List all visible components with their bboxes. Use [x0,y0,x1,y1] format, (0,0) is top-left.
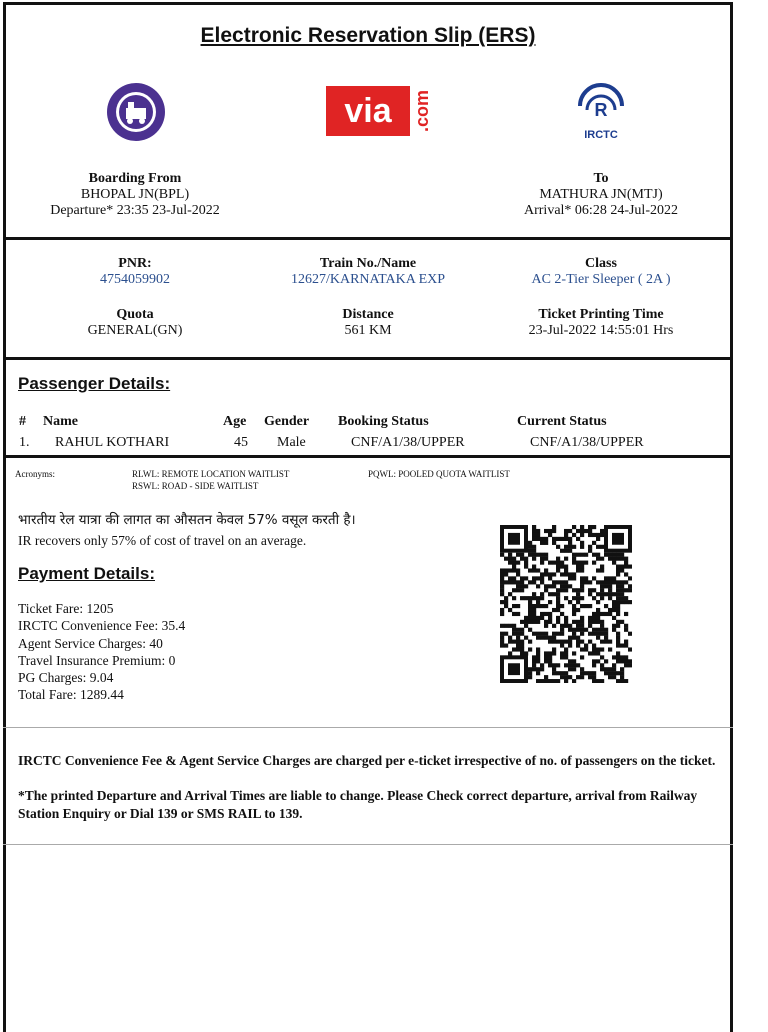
recovery-english: IR recovers only 57% of cost of travel on an average. [18,533,307,548]
boarding-label: Boarding From [88,171,182,186]
pg-charges: PG Charges: 9.04 [18,670,114,686]
svg-text:R: R [594,100,608,120]
print-time-block [486,307,716,339]
col-age: Age [223,414,247,429]
page-title: Electronic Reservation Slip (ERS) [200,24,536,47]
departure-time: Departure* 23:35 23-Jul-2022 [50,203,220,218]
timing-note: *The printed Departure and Arrival Times are liable to change. Please Check correct departure, arrival from Railway Station Enquiry or Dial 139 or SMS RAIL to 139. [18,788,698,821]
recovery-hindi: भारतीय रेल यात्रा की लागत का औसतन केवल 57% वसूल करती है। [18,512,356,528]
train-value: 12627/KARNATAKA EXP [290,272,446,287]
quota-value: GENERAL(GN) [87,323,183,338]
passenger-current-status: CNF/A1/38/UPPER [530,435,644,450]
pnr-value: 4754059902 [100,272,170,287]
passenger-booking-status: CNF/A1/38/UPPER [351,435,465,450]
distance-value: 561 KM [344,323,392,338]
quota-label: Quota [116,307,154,322]
passenger-heading: Passenger Details: [18,374,171,393]
class-label: Class [585,256,617,271]
col-gender: Gender [264,414,310,429]
irctc-logo-text: IRCTC [584,129,618,141]
col-booking-status: Booking Status [338,414,429,429]
distance-block [258,307,478,339]
arrival-time: Arrival* 06:28 24-Jul-2022 [524,203,678,218]
total-fare: Total Fare: 1289.44 [18,687,124,703]
ticket-fare: Ticket Fare: 1205 [18,601,114,616]
boarding-block [20,171,250,219]
acronym-rswl: RSWL: ROAD - SIDE WAITLIST [132,481,259,491]
passenger-gender: Male [277,435,306,450]
pnr-label: PNR: [118,256,152,271]
pnr-block [35,256,235,288]
acronym-rlwl: RLWL: REMOTE LOCATION WAITLIST [132,469,290,479]
travel-insurance: Travel Insurance Premium: 0 [18,652,176,668]
quota-block [35,307,235,339]
divider [3,727,733,728]
qr-code [500,525,632,683]
payment-heading: Payment Details: [18,564,155,583]
fee-note: IRCTC Convenience Fee & Agent Service Charges are charged per e-ticket irrespective of no. of passengers on the ticket. [18,753,716,768]
class-block [496,256,706,288]
class-value: AC 2-Tier Sleeper ( 2A ) [531,272,671,287]
col-name: Name [43,414,78,429]
via-com-logo: via .com [326,86,416,142]
print-time-label: Ticket Printing Time [538,307,664,322]
col-current-status: Current Status [517,414,607,429]
convenience-fee: IRCTC Convenience Fee: 35.4 [18,618,186,634]
boarding-station: BHOPAL JN(BPL) [80,187,190,202]
divider [3,844,733,845]
passenger-age: 45 [234,435,248,450]
print-time-value: 23-Jul-2022 14:55:01 Hrs [528,323,674,338]
irctc-logo [574,82,628,144]
to-station: MATHURA JN(MTJ) [539,187,663,202]
divider [3,455,733,458]
destination-block [486,171,716,219]
divider [3,357,733,360]
indian-railways-logo [106,82,166,142]
to-label: To [593,171,609,186]
train-block [258,256,478,288]
distance-label: Distance [342,307,394,322]
acronym-pqwl: PQWL: POOLED QUOTA WAITLIST [368,469,510,479]
divider [3,237,733,240]
train-label: Train No./Name [319,256,417,271]
col-num: # [19,414,26,429]
acronyms-label: Acronyms: [15,469,55,479]
agent-service-charges: Agent Service Charges: 40 [18,635,163,651]
passenger-num: 1. [19,435,30,450]
payment-list [18,600,185,704]
passenger-name: RAHUL KOTHARI [55,435,170,450]
